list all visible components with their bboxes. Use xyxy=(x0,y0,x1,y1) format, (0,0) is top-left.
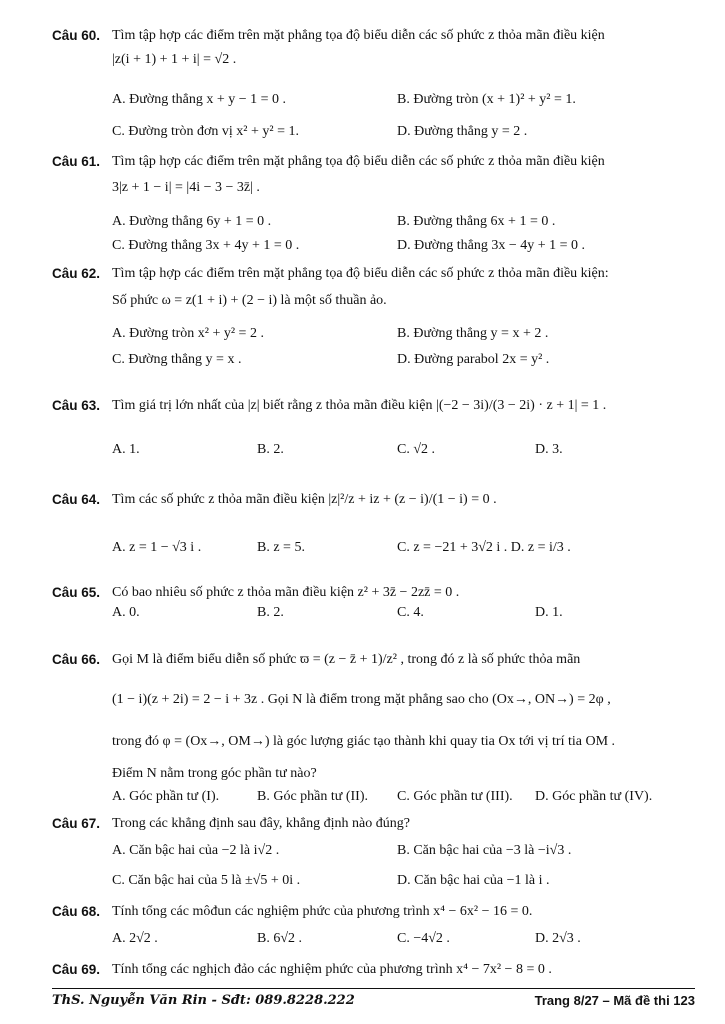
option-a: A. Đường tròn x² + y² = 2 . xyxy=(112,326,264,341)
question-63 xyxy=(52,398,695,468)
option-a: A. Đường thẳng x + y − 1 = 0 . xyxy=(112,92,287,107)
option-d: D. Góc phần tư (IV). xyxy=(535,789,653,804)
question-label: Câu 68. xyxy=(52,904,101,919)
option-c: C. √2 . xyxy=(397,442,436,457)
question-text: (1 − i)(z + 2i) = 2 − i + 3z . Gọi N là điểm trong mặt phẳng sao cho (Ox→, ON→) = 2φ , xyxy=(112,692,611,707)
question-text: Số phức ω = z(1 + i) + (2 − i) là một số thuần ảo. xyxy=(112,293,387,308)
option-b: B. Đường thẳng 6x + 1 = 0 . xyxy=(397,214,556,229)
footer-page-number: Trang 8/27 – Mã đề thi 123 xyxy=(534,993,695,1008)
question-label: Câu 67. xyxy=(52,816,101,831)
option-a: A. z = 1 − √3 i . xyxy=(112,540,202,555)
option-a: A. Đường thẳng 6y + 1 = 0 . xyxy=(112,214,272,229)
footer-author: ThS. Nguyễn Văn Rin - Sđt: 089.8228.222 xyxy=(52,993,355,1008)
option-b: B. Căn bậc hai của −3 là −i√3 . xyxy=(397,843,572,858)
question-67 xyxy=(52,816,695,896)
question-text: Tìm tập hợp các điểm trên mặt phẳng tọa độ biểu diễn các số phức z thỏa mãn điều kiện xyxy=(112,28,605,43)
option-c: C. z = −21 + 3√2 i . D. z = i/3 . xyxy=(397,540,571,555)
question-label: Câu 64. xyxy=(52,492,101,507)
question-69 xyxy=(52,962,695,986)
option-d: D. Đường thẳng y = 2 . xyxy=(397,124,528,139)
question-label: Câu 61. xyxy=(52,154,101,169)
option-a: A. Góc phần tư (I). xyxy=(112,789,220,804)
question-label: Câu 60. xyxy=(52,28,101,43)
question-text: |z(i + 1) + 1 + i| = √2 . xyxy=(112,52,237,67)
option-d: D. Đường parabol 2x = y² . xyxy=(397,352,550,367)
question-label: Câu 62. xyxy=(52,266,101,281)
option-a: A. 2√2 . xyxy=(112,931,158,946)
question-text: Tìm các số phức z thỏa mãn điều kiện |z|²/z + iz + (z − i)/(1 − i) = 0 . xyxy=(112,492,497,507)
option-d: D. 2√3 . xyxy=(535,931,581,946)
question-text: Tìm tập hợp các điểm trên mặt phẳng tọa độ biểu diễn các số phức z thỏa mãn điều kiện: xyxy=(112,266,609,281)
option-a: A. 0. xyxy=(112,605,140,620)
question-text: Tính tổng các nghịch đảo các nghiệm phức của phương trình x⁴ − 7x² − 8 = 0 . xyxy=(112,962,552,977)
option-c: C. −4√2 . xyxy=(397,931,450,946)
question-62 xyxy=(52,266,695,376)
option-d: D. 3. xyxy=(535,442,563,457)
option-b: B. 2. xyxy=(257,442,284,457)
option-c: C. Góc phần tư (III). xyxy=(397,789,513,804)
question-text: Có bao nhiêu số phức z thỏa mãn điều kiện z² + 3z̄ − 2zz̄ = 0 . xyxy=(112,585,460,600)
option-c: C. Đường thẳng y = x . xyxy=(112,352,242,367)
question-label: Câu 63. xyxy=(52,398,101,413)
question-label: Câu 65. xyxy=(52,585,101,600)
option-d: D. Căn bậc hai của −1 là i . xyxy=(397,873,550,888)
page-footer xyxy=(52,988,695,1013)
question-text: Điểm N nằm trong góc phần tư nào? xyxy=(112,766,317,781)
option-b: B. Đường tròn (x + 1)² + y² = 1. xyxy=(397,92,576,107)
question-64 xyxy=(52,492,695,572)
question-61 xyxy=(52,154,695,264)
option-a: A. 1. xyxy=(112,442,140,457)
question-label: Câu 69. xyxy=(52,962,101,977)
option-c: C. Căn bậc hai của 5 là ±√5 + 0i . xyxy=(112,873,301,888)
option-c: C. 4. xyxy=(397,605,424,620)
option-b: B. Góc phần tư (II). xyxy=(257,789,369,804)
option-b: B. z = 5. xyxy=(257,540,305,555)
question-text: Trong các khẳng định sau đây, khẳng định nào đúng? xyxy=(112,816,410,831)
option-a: A. Căn bậc hai của −2 là i√2 . xyxy=(112,843,280,858)
question-60 xyxy=(52,28,695,148)
option-c: C. Đường tròn đơn vị x² + y² = 1. xyxy=(112,124,299,139)
question-text: trong đó φ = (Ox→, OM→) là góc lượng giác tạo thành khi quay tia Ox tới vị trí tia OM . xyxy=(112,734,616,749)
option-b: B. 2. xyxy=(257,605,284,620)
question-68 xyxy=(52,904,695,954)
question-text: Gọi M là điểm biểu diễn số phức ϖ = (z − z̄ + 1)/z² , trong đó z là số phức thỏa mãn xyxy=(112,652,581,667)
option-b: B. Đường thẳng y = x + 2 . xyxy=(397,326,549,341)
question-text: 3|z + 1 − i| = |4i − 3 − 3z̄| . xyxy=(112,180,260,195)
option-b: B. 6√2 . xyxy=(257,931,303,946)
question-text: Tìm giá trị lớn nhất của |z| biết rằng z thỏa mãn điều kiện |(−2 − 3i)/(3 − 2i) · z + 1| = 1 . xyxy=(112,398,607,413)
option-d: D. 1. xyxy=(535,605,563,620)
question-label: Câu 66. xyxy=(52,652,101,667)
question-text: Tính tổng các môđun các nghiệm phức của phương trình x⁴ − 6x² − 16 = 0. xyxy=(112,904,533,919)
question-65 xyxy=(52,585,695,625)
option-d: D. Đường thẳng 3x − 4y + 1 = 0 . xyxy=(397,238,586,253)
option-c: C. Đường thẳng 3x + 4y + 1 = 0 . xyxy=(112,238,300,253)
question-66 xyxy=(52,652,695,812)
question-text: Tìm tập hợp các điểm trên mặt phẳng tọa độ biểu diễn các số phức z thỏa mãn điều kiện xyxy=(112,154,605,169)
